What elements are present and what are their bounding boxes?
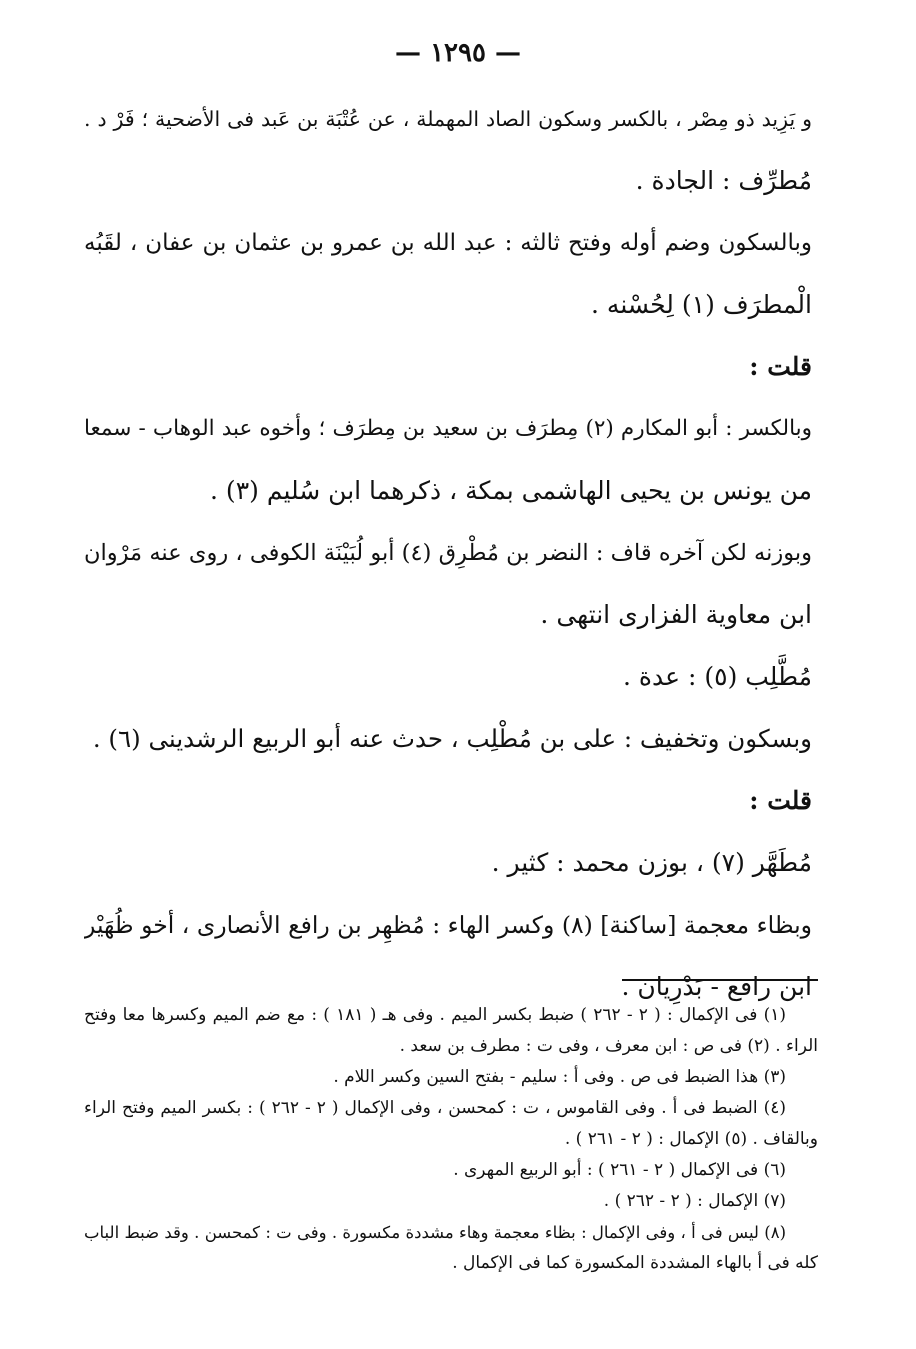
page-number: — ١٢٩٥ — xyxy=(395,38,521,68)
text-line: الْمطرَف (١) لِحُسْنه . xyxy=(591,290,812,319)
text-line: مُطَّلِب (٥) : عدة . xyxy=(623,662,812,691)
text-line: و يَزِيد ذو مِصْر ، بالكسر وسكون الصاد المهملة ، عن عُتْبَة بن عَبد فى الأضحية ؛ فَرْ د . xyxy=(84,107,812,131)
text-line: وبظاء معجمة [ساكنة] (٨) وكسر الهاء : مُظهِر بن رافع الأنصارى ، أخو ظُهَيْر xyxy=(84,911,812,939)
footnote-line: (٧) الإكمال : ( ٢ - ٢٦٢ ) . xyxy=(603,1191,786,1211)
text-line: قلت : xyxy=(749,786,812,815)
text-line: مُطَهَّر (٧) ، بوزن محمد : كثير . xyxy=(491,848,812,877)
text-line: وبالكسر : أبو المكارم (٢) مِطرَف بن سعيد بن مِطرَف ؛ وأخوه عبد الوهاب - سمعا xyxy=(84,416,812,441)
main-text xyxy=(84,88,812,1018)
footnote-line: الراء . (٢) فى ص : ابن معرف ، وفى ت : مطرف بن سعد . xyxy=(399,1036,818,1056)
text-line: قلت : xyxy=(749,352,812,381)
footnote-line: (٤) الضبط فى أ . وفى القاموس ، ت : كمحسن ، وفى الإكمال ( ٢ - ٢٦٢ ) : بكسر الميم وفتح الراء xyxy=(84,1098,786,1118)
text-line: ابن معاوية الفزارى انتهى . xyxy=(540,600,812,629)
footnote-line: (٨) ليس فى أ ، وفى الإكمال : بظاء معجمة وهاء مشددة مكسورة . وفى ت : كمحسن . وقد ضبط الباب xyxy=(84,1223,786,1242)
footnote-line: (٣) هذا الضبط فى ص . وفى أ : سليم - بفتح السين وكسر اللام . xyxy=(333,1067,786,1087)
footnote-line: (١) فى الإكمال : ( ٢ - ٢٦٢ ) ضبط بكسر الميم . وفى هـ ( ١٨١ ) : مع ضم الميم وكسرها معا وفتح xyxy=(84,1005,786,1025)
text-line: مُطرِّف : الجادة . xyxy=(635,166,812,195)
text-line: وبسكون وتخفيف : على بن مُطْلِب ، حدث عنه أبو الربيع الرشدينى (٦) . xyxy=(92,724,812,753)
text-line: ابن رافع - بَدْرِيان . xyxy=(621,972,812,1001)
footnotes xyxy=(84,1000,818,1279)
footnote-line: وبالقاف . (٥) الإكمال : ( ٢ - ٢٦١ ) . xyxy=(564,1129,818,1149)
footnote-line: (٦) فى الإكمال ( ٢ - ٢٦١ ) : أبو الربيع المهرى . xyxy=(453,1160,786,1180)
text-line: وبالسكون وضم أوله وفتح ثالثه : عبد الله بن عمرو بن عثمان بن عفان ، لقَبُه xyxy=(84,230,812,256)
text-line: وبوزنه لكن آخره قاف : النضر بن مُطْرِق (٤) أبو لُبَيْنَة الكوفى ، روى عنه مَرْوان xyxy=(84,540,812,566)
text-line: من يونس بن يحيى الهاشمى بمكة ، ذكرهما ابن سُليم (٣) . xyxy=(210,476,812,505)
footnote-line: كله فى أ بالهاء المشددة المكسورة كما فى الإكمال . xyxy=(452,1253,818,1273)
footnote-separator xyxy=(622,979,818,981)
